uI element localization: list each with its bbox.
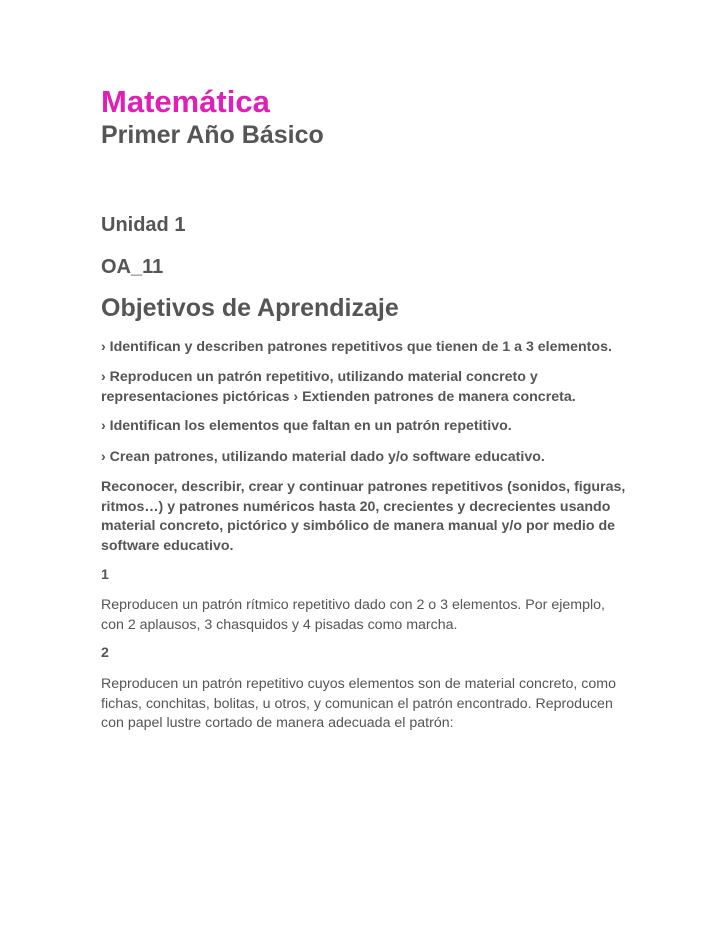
activity-number: 1: [101, 567, 109, 583]
activity-text: Reproducen un patrón rítmico repetitivo dado con 2 o 3 elementos. Por ejemplo, con 2 aplausos, 3 chasquidos y 4 pisadas como marcha.: [101, 597, 605, 633]
objective-item: › Identifican los elementos que faltan en un patrón repetitivo.: [101, 418, 512, 434]
activity-text: Reproducen un patrón repetitivo cuyos elementos son de material concreto, como fichas, conchitas, bolitas, u otros, y comunican el patrón encontrado. Reproducen con papel lustre cortado de manera adecuada el patrón:: [101, 676, 616, 731]
objective-summary: Reconocer, describir, crear y continuar patrones repetitivos (sonidos, figuras, ritmos…) y patrones numéricos hasta 20, crecientes y decrecientes usando material concreto, pictórico y simbólico de manera manual y/o por medio de software educativo.: [101, 479, 626, 554]
document-subtitle: Primer Año Básico: [101, 121, 324, 149]
document-title: Matemática: [101, 84, 270, 119]
activity-number: 2: [101, 645, 109, 661]
objective-item: › Identifican y describen patrones repetitivos que tienen de 1 a 3 elementos.: [101, 339, 612, 355]
objective-item: › Crean patrones, utilizando material dado y/o software educativo.: [101, 449, 545, 465]
objective-code: OA_11: [101, 256, 164, 278]
objectives-heading: Objetivos de Aprendizaje: [101, 294, 399, 322]
unit-label: Unidad 1: [101, 214, 186, 236]
objective-item: › Reproducen un patrón repetitivo, utilizando material concreto y representaciones pictóricas › Extienden patrones de manera concreta.: [101, 369, 576, 405]
